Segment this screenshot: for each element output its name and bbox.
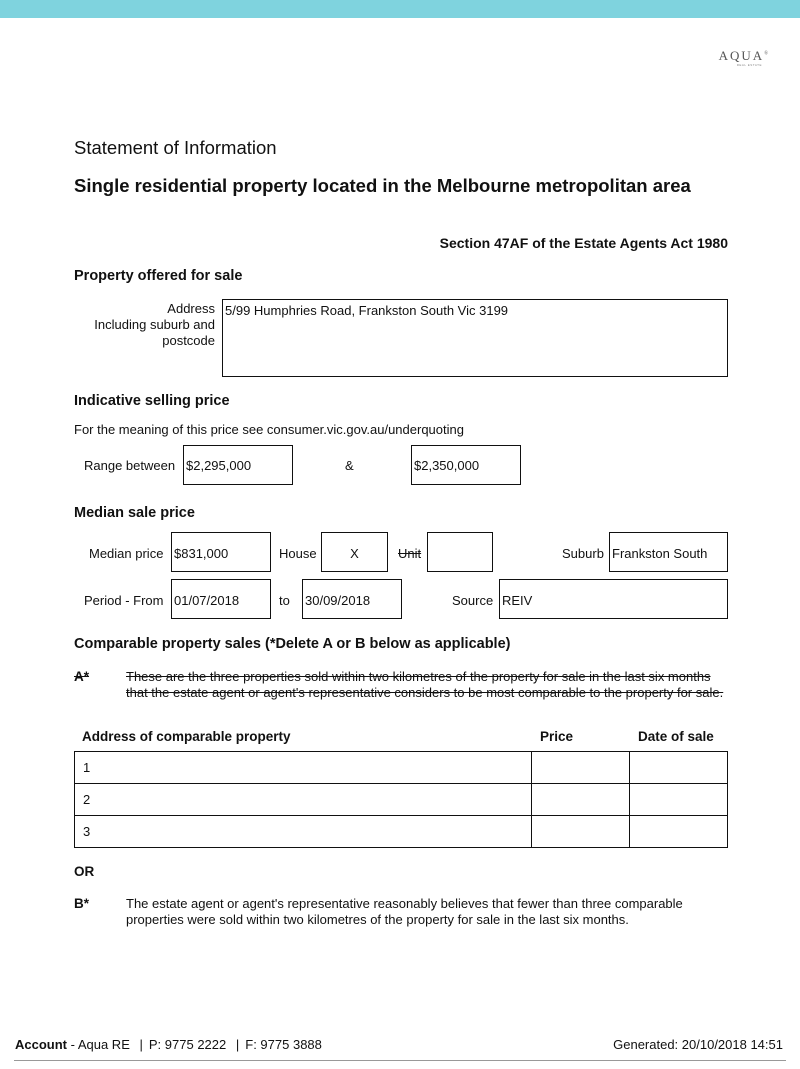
comparable-date-cell[interactable] [630, 816, 728, 848]
indicative-heading: Indicative selling price [74, 393, 230, 409]
range-label: Range between [84, 458, 176, 473]
col-header-price: Price [540, 729, 574, 744]
footer-fax: F: 9775 3888 [245, 1037, 322, 1052]
address-label [94, 301, 215, 348]
row-number: 3 [83, 824, 91, 839]
comparable-table [74, 751, 728, 848]
median-price-field[interactable]: $831,000 [171, 532, 271, 572]
address-label-line: Address [167, 301, 215, 316]
account-label: Account [15, 1037, 67, 1052]
unit-checkbox[interactable] [427, 532, 493, 572]
unit-label: Unit [398, 546, 422, 561]
address-field[interactable]: 5/99 Humphries Road, Frankston South Vic 3199 [222, 299, 728, 377]
account-name: - Aqua RE [67, 1037, 130, 1052]
statement-title: Statement of Information [74, 137, 277, 158]
suburb-field[interactable]: Frankston South [609, 532, 728, 572]
comparable-address-cell[interactable] [75, 752, 532, 784]
page-title: Single residential property located in the Melbourne metropolitan area [74, 175, 691, 196]
table-row [75, 784, 728, 816]
comparable-price-cell[interactable] [532, 752, 630, 784]
comparable-price-cell[interactable] [532, 816, 630, 848]
logo-tagline: REAL ESTATE [736, 63, 762, 67]
period-from-label: Period - From [84, 593, 164, 608]
footer-account [15, 1037, 322, 1052]
source-label: Source [452, 593, 494, 608]
period-from-field[interactable]: 01/07/2018 [171, 579, 271, 619]
range-high-field[interactable]: $2,350,000 [411, 445, 521, 485]
comparable-date-cell[interactable] [630, 752, 728, 784]
or-label: OR [74, 864, 95, 879]
property-heading: Property offered for sale [74, 268, 243, 284]
footer-rule [14, 1060, 786, 1061]
section-reference: Section 47AF of the Estate Agents Act 1980 [439, 235, 728, 251]
footer-generated: Generated: 20/10/2018 14:51 [613, 1037, 783, 1052]
comparable-date-cell[interactable] [630, 784, 728, 816]
comparable-heading: Comparable property sales (*Delete A or B below as applicable) [74, 636, 511, 652]
range-separator: & [345, 458, 354, 473]
median-heading: Median sale price [74, 505, 195, 521]
table-row [75, 752, 728, 784]
comparable-address-cell[interactable] [75, 816, 532, 848]
footer-divider: | [139, 1037, 143, 1052]
option-a-text: These are the three properties sold within two kilometres of the property for sale in the last six months that the estate agent or agent's representative considers to be most comparable to the property for sale. [126, 669, 724, 700]
comparable-address-cell[interactable] [75, 784, 532, 816]
house-checkbox[interactable]: X [321, 532, 388, 572]
suburb-label: Suburb [562, 546, 604, 561]
range-low-field[interactable]: $2,295,000 [183, 445, 293, 485]
company-logo: AQUA® [718, 48, 768, 63]
median-price-label: Median price [89, 546, 164, 561]
footer-phone: P: 9775 2222 [148, 1037, 227, 1052]
house-label: House [279, 546, 317, 561]
address-label-line: postcode [162, 333, 215, 348]
option-b-text: The estate agent or agent's representative reasonably believes that fewer than three comparable properties were sold within two kilometres of the property for sale in the last six months. [126, 896, 683, 927]
col-header-date: Date of sale [638, 729, 714, 744]
source-field[interactable]: REIV [499, 579, 728, 619]
row-number: 1 [83, 760, 91, 775]
period-to-label: to [279, 593, 290, 608]
comparable-price-cell[interactable] [532, 784, 630, 816]
address-label-line: Including suburb and [94, 317, 215, 332]
top-accent-bar [0, 0, 800, 18]
footer-divider: | [235, 1037, 240, 1052]
row-number: 2 [83, 792, 91, 807]
option-a-marker: A* [74, 669, 90, 684]
indicative-note: For the meaning of this price see consumer.vic.gov.au/underquoting [74, 422, 464, 437]
table-row [75, 816, 728, 848]
col-header-address: Address of comparable property [82, 729, 291, 744]
period-to-field[interactable]: 30/09/2018 [302, 579, 402, 619]
option-b-marker: B* [74, 896, 90, 911]
